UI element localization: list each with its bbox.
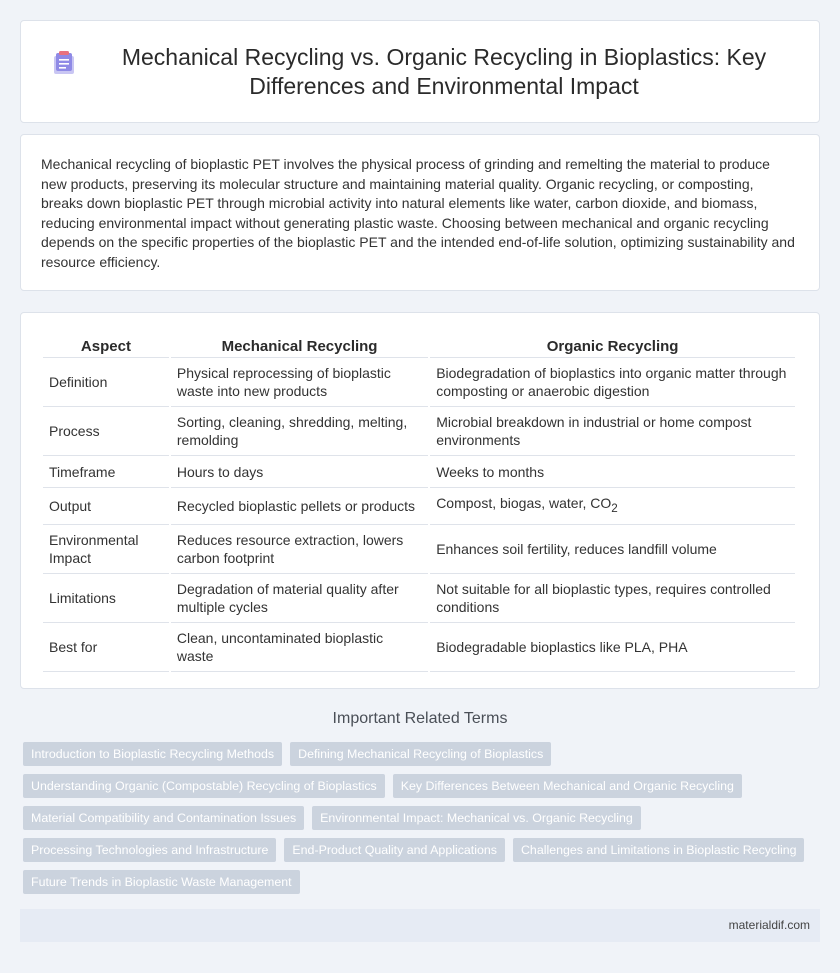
cell-organic: Enhances soil fertility, reduces landfill volume bbox=[430, 525, 795, 574]
cell-aspect: Limitations bbox=[43, 574, 169, 623]
table-row bbox=[43, 574, 795, 623]
related-term-tag[interactable]: Introduction to Bioplastic Recycling Methods bbox=[23, 742, 282, 766]
cell-mechanical: Degradation of material quality after multiple cycles bbox=[171, 574, 428, 623]
related-terms-heading: Important Related Terms bbox=[332, 710, 508, 727]
header-organic: Organic Recycling bbox=[430, 333, 795, 358]
table-header-row bbox=[43, 333, 795, 358]
intro-card bbox=[20, 134, 820, 291]
table-row bbox=[43, 623, 795, 672]
related-term-tag[interactable]: Environmental Impact: Mechanical vs. Organic Recycling bbox=[312, 806, 641, 830]
cell-organic: Biodegradation of bioplastics into organic matter through composting or anaerobic digestion bbox=[430, 358, 795, 407]
title-card bbox=[20, 20, 820, 123]
comparison-table bbox=[41, 333, 797, 672]
cell-aspect: Process bbox=[43, 407, 169, 456]
cell-aspect: Timeframe bbox=[43, 456, 169, 488]
cell-aspect: Output bbox=[43, 488, 169, 525]
table-row bbox=[43, 525, 795, 574]
site-name[interactable]: materialdif.com bbox=[728, 918, 810, 932]
cell-organic-text: Compost, biogas, water, CO bbox=[436, 495, 612, 511]
header-mechanical: Mechanical Recycling bbox=[171, 333, 428, 358]
cell-aspect: Best for bbox=[43, 623, 169, 672]
related-term-tag[interactable]: Material Compatibility and Contamination Issues bbox=[23, 806, 304, 830]
cell-mechanical: Reduces resource extraction, lowers carbon footprint bbox=[171, 525, 428, 574]
cell-organic: Microbial breakdown in industrial or home compost environments bbox=[430, 407, 795, 456]
table-row bbox=[43, 456, 795, 488]
document-icon bbox=[51, 50, 77, 76]
related-term-tag[interactable]: Processing Technologies and Infrastructure bbox=[23, 838, 276, 862]
cell-mechanical: Hours to days bbox=[171, 456, 428, 488]
related-term-tag[interactable]: Understanding Organic (Compostable) Recycling of Bioplastics bbox=[23, 774, 385, 798]
related-term-tag[interactable]: Key Differences Between Mechanical and Organic Recycling bbox=[393, 774, 742, 798]
cell-aspect: Environmental Impact bbox=[43, 525, 169, 574]
cell-organic: Biodegradable bioplastics like PLA, PHA bbox=[430, 623, 795, 672]
cell-organic: Weeks to months bbox=[430, 456, 795, 488]
cell-mechanical: Physical reprocessing of bioplastic waste into new products bbox=[171, 358, 428, 407]
intro-paragraph: Mechanical recycling of bioplastic PET involves the physical process of grinding and remelting the material to produce new products, preserving its molecular structure and maintaining material quality. Organic recycling, or composting, breaks down bioplastic PET through microbial activity into natural elements like water, carbon dioxide, and biomass, reducing environmental impact without generating plastic waste. Choosing between mechanical and organic recycling depends on the specific properties of the bioplastic PET and the intended end-of-life solution, optimizing sustainability and resource efficiency. bbox=[41, 156, 795, 270]
subscript-two: 2 bbox=[611, 501, 618, 515]
header-aspect: Aspect bbox=[43, 333, 169, 358]
cell-organic bbox=[430, 488, 795, 525]
table-row bbox=[43, 358, 795, 407]
page-title: Mechanical Recycling vs. Organic Recycling in Bioplastics: Key Differences and Environmental Impact bbox=[121, 43, 767, 99]
related-term-tag[interactable]: Future Trends in Bioplastic Waste Management bbox=[23, 870, 300, 894]
footer bbox=[20, 909, 820, 942]
cell-aspect: Definition bbox=[43, 358, 169, 407]
table-row bbox=[43, 407, 795, 456]
cell-mechanical: Sorting, cleaning, shredding, melting, remolding bbox=[171, 407, 428, 456]
cell-organic: Not suitable for all bioplastic types, requires controlled conditions bbox=[430, 574, 795, 623]
related-term-tag[interactable]: Challenges and Limitations in Bioplastic Recycling bbox=[513, 838, 805, 862]
table-row bbox=[43, 488, 795, 525]
cell-mechanical: Recycled bioplastic pellets or products bbox=[171, 488, 428, 525]
related-term-tag[interactable]: End-Product Quality and Applications bbox=[284, 838, 505, 862]
comparison-card bbox=[20, 312, 820, 689]
related-term-tag[interactable]: Defining Mechanical Recycling of Bioplastics bbox=[290, 742, 551, 766]
cell-mechanical: Clean, uncontaminated bioplastic waste bbox=[171, 623, 428, 672]
related-terms-list bbox=[23, 742, 813, 894]
